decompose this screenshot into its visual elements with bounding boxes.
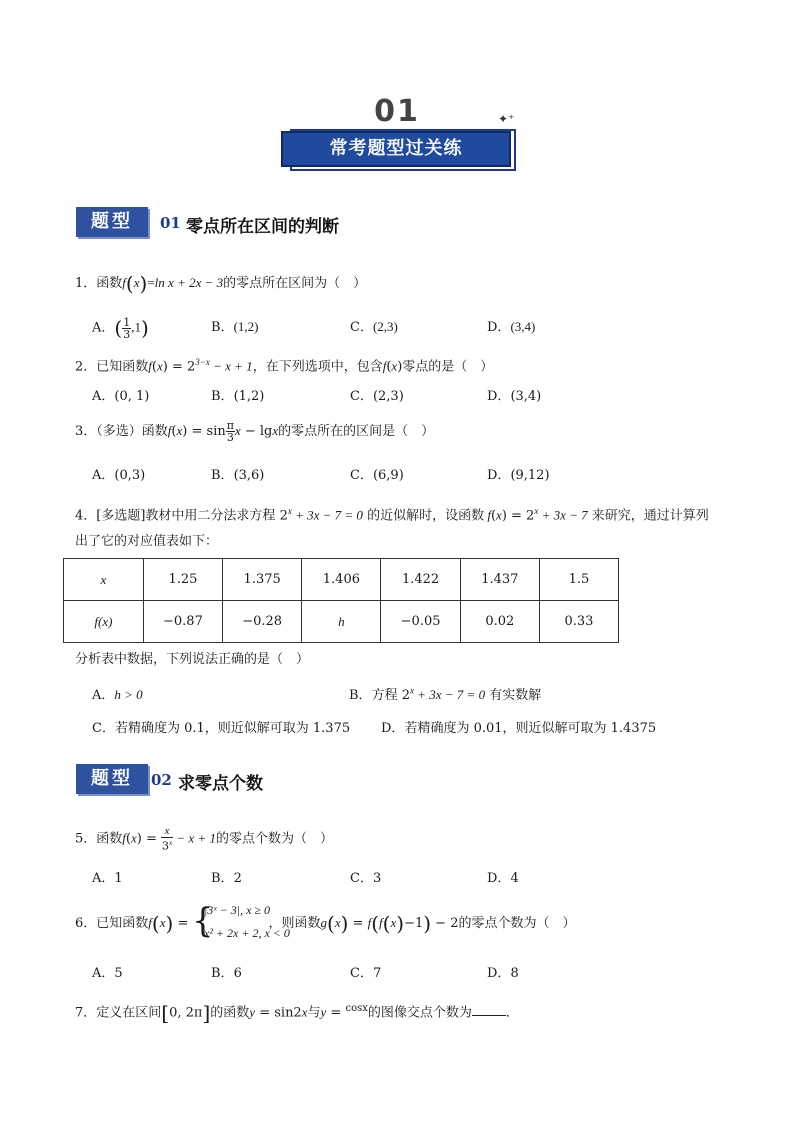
question-5: 5．函数f(x) = $\frac{x}{3^x}$ − x + 1的零点个数为（ ） <box>75 825 333 853</box>
q3-option-d[interactable]: D．(9,12) <box>487 468 550 483</box>
q5-option-a[interactable]: A．1 <box>92 871 123 886</box>
sparkle-icon: ✦⁺ <box>498 112 515 126</box>
q2-option-c[interactable]: C．(2,3) <box>350 389 404 404</box>
question-3: 3．（多选）函数f(x) = sin $\frac{\pi}{3}$ x − lgx的零点所在的区间是（ ） <box>75 419 435 444</box>
q6-option-b[interactable]: B．6 <box>211 966 242 981</box>
piecewise-case-2: x² + 2x + 2, x < 0 <box>204 926 290 940</box>
q2-option-d[interactable]: D．(3,4) <box>487 389 542 404</box>
q1-option-a[interactable]: A．( $\frac{1}{3}$ ,1) <box>92 315 149 341</box>
table-cell: 1.406 <box>302 559 381 601</box>
section-type-number: 02 <box>151 771 172 789</box>
q5-option-d[interactable]: D．4 <box>487 871 519 886</box>
question-6: 6．已知函数f(x) = ，则函数g(x) = f(f(x)−1) − 2的零点个数为（ ） <box>75 911 576 936</box>
table-cell: −0.05 <box>381 601 460 643</box>
table-cell: 0.33 <box>539 601 618 643</box>
q6-option-c[interactable]: C．7 <box>350 966 382 981</box>
q3-option-c[interactable]: C．(6,9) <box>350 468 404 483</box>
table-cell: 1.422 <box>381 559 460 601</box>
question-4-line2: 出了它的对应值表如下： <box>75 534 219 549</box>
q1-option-d[interactable]: D．(3,4) <box>487 319 536 335</box>
piecewise-case-1: |3ˣ − 3|, x ≥ 0 <box>204 903 270 917</box>
table-cell: 1.5 <box>539 559 618 601</box>
section-type-title: 求零点个数 <box>178 774 263 794</box>
q4-option-b[interactable]: B．方程 $2^x + 3x - 7 = 0$ 有实数解 <box>349 685 542 703</box>
section-type-title: 零点所在区间的判断 <box>186 217 339 237</box>
question-4: 4．[多选题]教材中用二分法求方程 $2^x + 3x - 7 = 0$ 的近似解时，设函数 $f(x) = 2^x + 3x - 7$ 来研究，通过计算列 <box>75 506 709 524</box>
table-cell: −0.28 <box>223 601 302 643</box>
q1-option-b[interactable]: B．(1,2) <box>211 319 259 335</box>
q1-option-c[interactable]: C．(2,3) <box>350 319 398 335</box>
banner-title: 常考题型过关练 <box>281 131 511 167</box>
table-cell: 0.02 <box>460 601 539 643</box>
table-cell: x <box>64 559 144 601</box>
section-type-number: 01 <box>160 214 181 232</box>
q4-option-c[interactable]: C．若精确度为 0.1，则近似解可取为 1.375 <box>92 721 351 736</box>
q3-option-a[interactable]: A．(0,3) <box>92 468 146 483</box>
table-cell: h <box>302 601 381 643</box>
brace-icon: { <box>192 901 214 941</box>
section-badge: 题型 <box>76 764 148 794</box>
table-cell: −0.87 <box>143 601 222 643</box>
question-4-analysis: 分析表中数据，下列说法正确的是（ ） <box>75 652 310 667</box>
question-2: 2．已知函数$f(x) = 2^{3-x} - x + 1$，在下列选项中，包含f(x)零点的是（ ） <box>75 357 494 375</box>
question-7: 7．定义在区间[0, 2π]的函数y = sin2x与y = $^{cosx}$的图像交点个数为 ． <box>75 1000 519 1025</box>
table-cell: 1.375 <box>223 559 302 601</box>
table-row <box>64 559 619 601</box>
section-number: 01 <box>374 94 420 129</box>
table-cell: 1.25 <box>143 559 222 601</box>
q3-option-b[interactable]: B．(3,6) <box>211 468 265 483</box>
table-cell: f(x) <box>64 601 144 643</box>
q4-option-d[interactable]: D．若精确度为 0.01，则近似解可取为 1.4375 <box>381 721 657 736</box>
q5-option-b[interactable]: B．2 <box>211 871 242 886</box>
table-cell: 1.437 <box>460 559 539 601</box>
q4-option-a[interactable]: A．h > 0 <box>92 687 143 703</box>
question-1: 1．函数f(x)=ln x + 2x − 3的零点所在区间为（ ） <box>75 271 367 296</box>
value-table <box>63 558 619 643</box>
q6-option-a[interactable]: A．5 <box>92 966 123 981</box>
q5-option-c[interactable]: C．3 <box>350 871 382 886</box>
answer-blank[interactable] <box>472 1003 506 1016</box>
q2-option-a[interactable]: A．(0, 1) <box>92 389 150 404</box>
q2-option-b[interactable]: B．(1,2) <box>211 389 265 404</box>
section-badge: 题型 <box>76 207 148 237</box>
table-row <box>64 601 619 643</box>
q6-option-d[interactable]: D．8 <box>487 966 519 981</box>
